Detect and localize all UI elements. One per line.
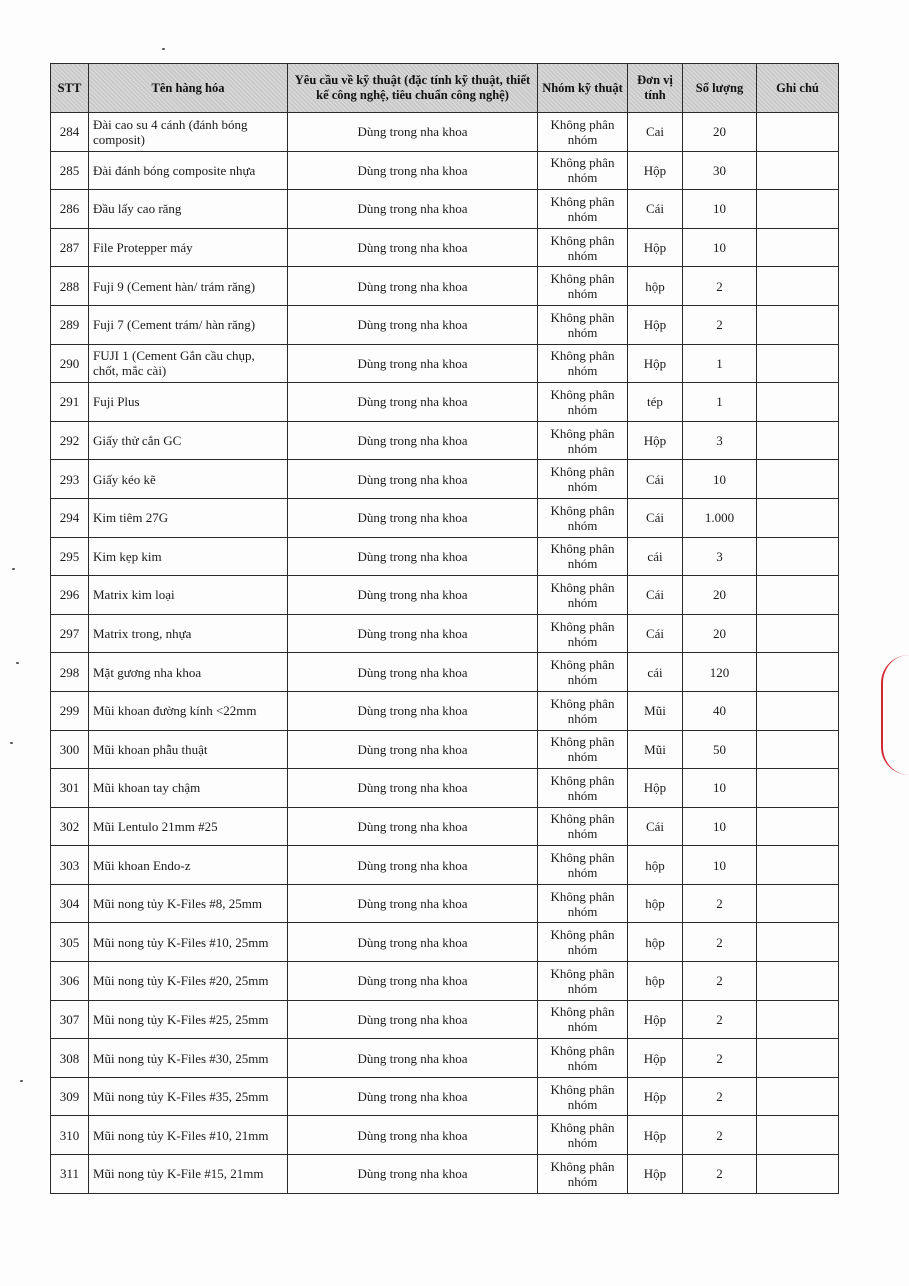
- cell-quantity: 2: [683, 1000, 757, 1039]
- cell-requirements: Dùng trong nha khoa: [288, 151, 538, 190]
- header-unit: Đơn vị tính: [628, 64, 683, 113]
- cell-requirements: Dùng trong nha khoa: [288, 267, 538, 306]
- cell-name: FUJI 1 (Cement Gắn cầu chụp, chốt, mắc cài): [89, 344, 288, 383]
- cell-unit: cái: [628, 537, 683, 576]
- cell-note: [757, 1116, 839, 1155]
- table-row: [51, 962, 839, 1001]
- cell-name: Giấy thử cắn GC: [89, 421, 288, 460]
- cell-quantity: 2: [683, 1039, 757, 1078]
- cell-requirements: Dùng trong nha khoa: [288, 1000, 538, 1039]
- cell-name: Mặt gương nha khoa: [89, 653, 288, 692]
- cell-quantity: 2: [683, 1155, 757, 1194]
- cell-unit: Hộp: [628, 1155, 683, 1194]
- cell-group: Không phân nhóm: [538, 305, 628, 344]
- cell-stt: 300: [51, 730, 89, 769]
- cell-requirements: Dùng trong nha khoa: [288, 807, 538, 846]
- cell-requirements: Dùng trong nha khoa: [288, 614, 538, 653]
- cell-quantity: 30: [683, 151, 757, 190]
- cell-group: Không phân nhóm: [538, 113, 628, 152]
- header-row: [51, 64, 839, 113]
- cell-name: Fuji 9 (Cement hàn/ trám răng): [89, 267, 288, 306]
- cell-quantity: 10: [683, 769, 757, 808]
- header-quantity: Số lượng: [683, 64, 757, 113]
- cell-requirements: Dùng trong nha khoa: [288, 923, 538, 962]
- cell-group: Không phân nhóm: [538, 691, 628, 730]
- cell-note: [757, 807, 839, 846]
- cell-note: [757, 228, 839, 267]
- cell-quantity: 1.000: [683, 498, 757, 537]
- cell-stt: 299: [51, 691, 89, 730]
- cell-quantity: 2: [683, 884, 757, 923]
- cell-note: [757, 151, 839, 190]
- scan-speck: [162, 48, 165, 50]
- cell-stt: 306: [51, 962, 89, 1001]
- header-name: Tên hàng hóa: [89, 64, 288, 113]
- cell-requirements: Dùng trong nha khoa: [288, 846, 538, 885]
- cell-note: [757, 846, 839, 885]
- table-row: [51, 614, 839, 653]
- cell-name: Đài cao su 4 cánh (đánh bóng composit): [89, 113, 288, 152]
- cell-name: Matrix trong, nhựa: [89, 614, 288, 653]
- cell-stt: 305: [51, 923, 89, 962]
- goods-table: [50, 63, 839, 1194]
- cell-quantity: 10: [683, 460, 757, 499]
- cell-quantity: 120: [683, 653, 757, 692]
- cell-quantity: 10: [683, 190, 757, 229]
- table-row: [51, 151, 839, 190]
- cell-name: Mũi nong tủy K-Files #8, 25mm: [89, 884, 288, 923]
- cell-name: Matrix kim loại: [89, 576, 288, 615]
- cell-stt: 289: [51, 305, 89, 344]
- cell-name: File Protepper máy: [89, 228, 288, 267]
- cell-requirements: Dùng trong nha khoa: [288, 190, 538, 229]
- cell-unit: Hộp: [628, 1116, 683, 1155]
- scan-speck: [20, 1080, 23, 1082]
- table-row: [51, 421, 839, 460]
- cell-note: [757, 884, 839, 923]
- cell-quantity: 10: [683, 807, 757, 846]
- cell-group: Không phân nhóm: [538, 846, 628, 885]
- cell-stt: 311: [51, 1155, 89, 1194]
- cell-requirements: Dùng trong nha khoa: [288, 884, 538, 923]
- cell-note: [757, 383, 839, 422]
- cell-name: Mũi nong tủy K-Files #20, 25mm: [89, 962, 288, 1001]
- cell-group: Không phân nhóm: [538, 460, 628, 499]
- cell-note: [757, 730, 839, 769]
- table-row: [51, 1039, 839, 1078]
- cell-group: Không phân nhóm: [538, 151, 628, 190]
- cell-group: Không phân nhóm: [538, 344, 628, 383]
- table-row: [51, 190, 839, 229]
- cell-unit: Mũi: [628, 691, 683, 730]
- table-row: [51, 537, 839, 576]
- cell-group: Không phân nhóm: [538, 730, 628, 769]
- cell-note: [757, 1039, 839, 1078]
- table-row: [51, 113, 839, 152]
- table-row: [51, 653, 839, 692]
- cell-stt: 290: [51, 344, 89, 383]
- cell-note: [757, 923, 839, 962]
- cell-unit: Mũi: [628, 730, 683, 769]
- cell-unit: hộp: [628, 884, 683, 923]
- cell-note: [757, 113, 839, 152]
- cell-note: [757, 460, 839, 499]
- table-row: [51, 769, 839, 808]
- cell-quantity: 10: [683, 228, 757, 267]
- cell-requirements: Dùng trong nha khoa: [288, 653, 538, 692]
- cell-quantity: 3: [683, 537, 757, 576]
- cell-requirements: Dùng trong nha khoa: [288, 730, 538, 769]
- cell-unit: Cái: [628, 614, 683, 653]
- cell-quantity: 50: [683, 730, 757, 769]
- cell-name: Kim kẹp kim: [89, 537, 288, 576]
- cell-requirements: Dùng trong nha khoa: [288, 344, 538, 383]
- cell-group: Không phân nhóm: [538, 267, 628, 306]
- cell-requirements: Dùng trong nha khoa: [288, 537, 538, 576]
- cell-quantity: 2: [683, 1116, 757, 1155]
- cell-stt: 291: [51, 383, 89, 422]
- cell-unit: hộp: [628, 267, 683, 306]
- cell-stt: 303: [51, 846, 89, 885]
- cell-group: Không phân nhóm: [538, 576, 628, 615]
- cell-note: [757, 962, 839, 1001]
- cell-unit: Cái: [628, 498, 683, 537]
- cell-requirements: Dùng trong nha khoa: [288, 691, 538, 730]
- table-row: [51, 923, 839, 962]
- table-row: [51, 730, 839, 769]
- table-row: [51, 576, 839, 615]
- cell-unit: Hộp: [628, 769, 683, 808]
- cell-stt: 288: [51, 267, 89, 306]
- cell-quantity: 40: [683, 691, 757, 730]
- cell-group: Không phân nhóm: [538, 498, 628, 537]
- table-row: [51, 228, 839, 267]
- cell-stt: 310: [51, 1116, 89, 1155]
- scan-speck: [12, 568, 15, 570]
- cell-quantity: 10: [683, 846, 757, 885]
- cell-quantity: 2: [683, 1077, 757, 1116]
- cell-unit: tép: [628, 383, 683, 422]
- table-row: [51, 691, 839, 730]
- header-requirements: Yêu cầu về kỹ thuật (đặc tính kỹ thuật, thiết kế công nghệ, tiêu chuẩn công nghệ): [288, 64, 538, 113]
- cell-quantity: 1: [683, 383, 757, 422]
- header-group: Nhóm kỹ thuật: [538, 64, 628, 113]
- cell-note: [757, 614, 839, 653]
- cell-stt: 308: [51, 1039, 89, 1078]
- cell-stt: 293: [51, 460, 89, 499]
- cell-group: Không phân nhóm: [538, 1000, 628, 1039]
- cell-unit: cái: [628, 653, 683, 692]
- table-row: [51, 498, 839, 537]
- header-stt: STT: [51, 64, 89, 113]
- cell-name: Mũi khoan tay chậm: [89, 769, 288, 808]
- cell-group: Không phân nhóm: [538, 1039, 628, 1078]
- scan-speck: [10, 742, 13, 744]
- cell-note: [757, 576, 839, 615]
- cell-stt: 294: [51, 498, 89, 537]
- cell-unit: hộp: [628, 962, 683, 1001]
- cell-quantity: 1: [683, 344, 757, 383]
- cell-group: Không phân nhóm: [538, 190, 628, 229]
- cell-note: [757, 421, 839, 460]
- cell-quantity: 20: [683, 614, 757, 653]
- cell-group: Không phân nhóm: [538, 383, 628, 422]
- cell-name: Mũi nong tủy K-Files #25, 25mm: [89, 1000, 288, 1039]
- cell-name: Đầu lấy cao răng: [89, 190, 288, 229]
- cell-group: Không phân nhóm: [538, 807, 628, 846]
- scan-speck: [16, 662, 19, 664]
- cell-stt: 285: [51, 151, 89, 190]
- cell-name: Mũi nong tủy K-Files #35, 25mm: [89, 1077, 288, 1116]
- cell-group: Không phân nhóm: [538, 228, 628, 267]
- cell-group: Không phân nhóm: [538, 769, 628, 808]
- cell-note: [757, 305, 839, 344]
- table-row: [51, 1000, 839, 1039]
- cell-name: Fuji 7 (Cement trám/ hàn răng): [89, 305, 288, 344]
- cell-requirements: Dùng trong nha khoa: [288, 576, 538, 615]
- cell-stt: 298: [51, 653, 89, 692]
- cell-note: [757, 1155, 839, 1194]
- table-row: [51, 267, 839, 306]
- cell-name: Giấy kéo kẽ: [89, 460, 288, 499]
- cell-requirements: Dùng trong nha khoa: [288, 1077, 538, 1116]
- cell-stt: 296: [51, 576, 89, 615]
- cell-requirements: Dùng trong nha khoa: [288, 228, 538, 267]
- cell-unit: Hộp: [628, 151, 683, 190]
- cell-requirements: Dùng trong nha khoa: [288, 460, 538, 499]
- cell-stt: 284: [51, 113, 89, 152]
- cell-stt: 286: [51, 190, 89, 229]
- cell-note: [757, 653, 839, 692]
- table-row: [51, 807, 839, 846]
- cell-note: [757, 1077, 839, 1116]
- cell-note: [757, 267, 839, 306]
- cell-group: Không phân nhóm: [538, 1155, 628, 1194]
- cell-group: Không phân nhóm: [538, 962, 628, 1001]
- cell-unit: Hộp: [628, 1039, 683, 1078]
- cell-quantity: 3: [683, 421, 757, 460]
- cell-stt: 302: [51, 807, 89, 846]
- cell-stt: 304: [51, 884, 89, 923]
- cell-unit: hộp: [628, 923, 683, 962]
- cell-stt: 292: [51, 421, 89, 460]
- cell-name: Mũi khoan đường kính <22mm: [89, 691, 288, 730]
- cell-requirements: Dùng trong nha khoa: [288, 962, 538, 1001]
- table-row: [51, 460, 839, 499]
- cell-group: Không phân nhóm: [538, 923, 628, 962]
- cell-group: Không phân nhóm: [538, 1077, 628, 1116]
- cell-quantity: 2: [683, 962, 757, 1001]
- cell-note: [757, 1000, 839, 1039]
- cell-unit: Cái: [628, 190, 683, 229]
- cell-stt: 287: [51, 228, 89, 267]
- red-stamp-edge: [881, 655, 909, 775]
- header-note: Ghi chú: [757, 64, 839, 113]
- table-row: [51, 884, 839, 923]
- cell-group: Không phân nhóm: [538, 537, 628, 576]
- cell-requirements: Dùng trong nha khoa: [288, 1155, 538, 1194]
- table-row: [51, 846, 839, 885]
- cell-unit: hộp: [628, 846, 683, 885]
- cell-note: [757, 190, 839, 229]
- cell-requirements: Dùng trong nha khoa: [288, 1039, 538, 1078]
- table-row: [51, 305, 839, 344]
- cell-name: Mũi khoan Endo-z: [89, 846, 288, 885]
- cell-name: Mũi khoan phẫu thuật: [89, 730, 288, 769]
- cell-requirements: Dùng trong nha khoa: [288, 113, 538, 152]
- cell-quantity: 2: [683, 923, 757, 962]
- cell-unit: Cai: [628, 113, 683, 152]
- cell-note: [757, 769, 839, 808]
- cell-unit: Cái: [628, 807, 683, 846]
- cell-unit: Hộp: [628, 1077, 683, 1116]
- cell-name: Mũi nong tủy K-Files #10, 21mm: [89, 1116, 288, 1155]
- cell-name: Kim tiêm 27G: [89, 498, 288, 537]
- cell-requirements: Dùng trong nha khoa: [288, 421, 538, 460]
- cell-note: [757, 344, 839, 383]
- table-row: [51, 1116, 839, 1155]
- cell-requirements: Dùng trong nha khoa: [288, 305, 538, 344]
- table-row: [51, 344, 839, 383]
- cell-unit: Hộp: [628, 228, 683, 267]
- cell-stt: 301: [51, 769, 89, 808]
- cell-unit: Cái: [628, 460, 683, 499]
- cell-group: Không phân nhóm: [538, 421, 628, 460]
- cell-group: Không phân nhóm: [538, 1116, 628, 1155]
- cell-requirements: Dùng trong nha khoa: [288, 769, 538, 808]
- cell-group: Không phân nhóm: [538, 653, 628, 692]
- cell-quantity: 20: [683, 113, 757, 152]
- cell-stt: 295: [51, 537, 89, 576]
- table-row: [51, 1155, 839, 1194]
- cell-note: [757, 691, 839, 730]
- cell-name: Fuji Plus: [89, 383, 288, 422]
- table-body: [51, 113, 839, 1194]
- cell-stt: 297: [51, 614, 89, 653]
- table-row: [51, 383, 839, 422]
- cell-note: [757, 498, 839, 537]
- cell-note: [757, 537, 839, 576]
- cell-requirements: Dùng trong nha khoa: [288, 1116, 538, 1155]
- cell-group: Không phân nhóm: [538, 884, 628, 923]
- cell-unit: Hộp: [628, 421, 683, 460]
- cell-name: Mũi Lentulo 21mm #25: [89, 807, 288, 846]
- cell-quantity: 2: [683, 267, 757, 306]
- table-row: [51, 1077, 839, 1116]
- cell-unit: Cái: [628, 576, 683, 615]
- cell-stt: 307: [51, 1000, 89, 1039]
- cell-requirements: Dùng trong nha khoa: [288, 498, 538, 537]
- cell-name: Mũi nong tủy K-Files #30, 25mm: [89, 1039, 288, 1078]
- cell-quantity: 2: [683, 305, 757, 344]
- cell-name: Mũi nong tủy K-Files #10, 25mm: [89, 923, 288, 962]
- table-header: [51, 64, 839, 113]
- cell-stt: 309: [51, 1077, 89, 1116]
- cell-name: Mũi nong tủy K-File #15, 21mm: [89, 1155, 288, 1194]
- cell-quantity: 20: [683, 576, 757, 615]
- cell-unit: Hộp: [628, 344, 683, 383]
- cell-name: Đài đánh bóng composite nhựa: [89, 151, 288, 190]
- cell-group: Không phân nhóm: [538, 614, 628, 653]
- cell-requirements: Dùng trong nha khoa: [288, 383, 538, 422]
- cell-unit: Hộp: [628, 305, 683, 344]
- cell-unit: Hộp: [628, 1000, 683, 1039]
